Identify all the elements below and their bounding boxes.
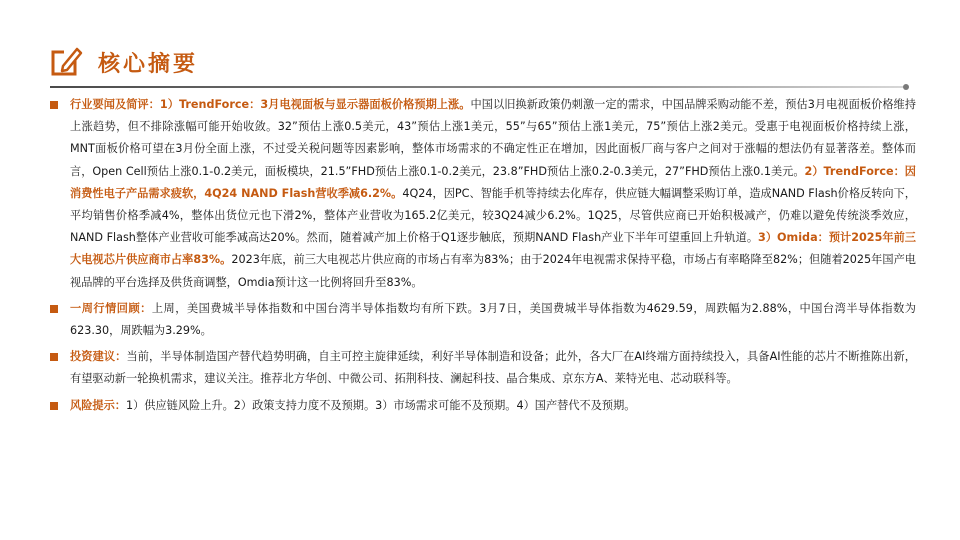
risk-warning-lead: 风险提示： [70, 398, 126, 412]
news-headline-3: 3）Omida：预计2025年前三大电视芯片供应商市占率83%。 [70, 231, 916, 267]
bullet-square-icon [50, 402, 58, 410]
investment-advice-item [48, 346, 916, 390]
news-text-1: 中国以旧换新政策仍刺激一定的需求，中国品牌采购动能不差，预估3月电视面板价格维持上涨趋势，但不排除涨幅可能开始收敛。32”预估上涨0.5美元，43”预估上涨1美元，55”与65”预估上涨1美元，75”预估上涨2美元。受惠于电视面板价格持续上涨，MNT面板价格可望在3月份全面上涨，不过受关税问题等因素影响，整体市场需求的不确定性正在增加，因此面板厂商与客户之间对于涨幅的想法仍有显著落差。整体而言，Open Cell预估上涨0.1-0.2美元，面板模块，21.5”FHD预估上涨0.1-0.2美元，23.8”FHD预估上涨0.2-0.3美元，27”FHD预估上涨0.1美元。 [70, 98, 916, 178]
summary-content [48, 94, 916, 417]
bullet-square-icon [50, 101, 58, 109]
risk-warning-item [48, 395, 916, 417]
news-headline-2: 2）TrendForce：因消费性电子产品需求疲软，4Q24 NAND Flash营收季减6.2%。 [70, 164, 916, 200]
news-headline-1: 1）TrendForce：3月电视面板与显示器面板价格预期上涨。 [159, 98, 471, 111]
industry-news-item [48, 94, 916, 294]
page-header [50, 42, 198, 82]
page-title: 核心摘要 [98, 51, 199, 77]
investment-advice-lead: 投资建议： [70, 350, 127, 364]
header-divider [50, 86, 908, 88]
industry-news-lead: 行业要闻及简评： [70, 98, 160, 111]
news-text-2: 4Q24，因PC、智能手机等持续去化库存，供应链大幅调整采购订单，造成NAND Flash价格反转向下，平均销售价格季减4%，整体出货位元也下滑2%，整体产业营收为165.2亿美元，较3Q24减少6.2%。1Q25，尽管供应商已开始积极减产，仍难以避免传统淡季效应，NAND Flash整体产业营收可能季减高达20%。然而，随着减产加上价格于Q1逐步触底，预期NAND Flash产业下半年可望重回上升轨道。 [70, 186, 916, 245]
weekly-review-text: 上周，美国费城半导体指数和中国台湾半导体指数均有所下跌。3月7日，美国费城半导体指数为4629.59，周跌幅为2.88%，中国台湾半导体指数为623.30，周跌幅为3.29%。 [70, 301, 916, 338]
weekly-review-item [48, 298, 916, 342]
investment-advice-text: 当前，半导体制造国产替代趋势明确，自主可控主旋律延续，利好半导体制造和设备；此外，各大厂在AI终端方面持续投入，具备AI性能的芯片不断推陈出新，有望驱动新一轮换机需求，建议关注。推荐北方华创、中微公司、拓荆科技、澜起科技、晶合集成、京东方A、莱特光电、芯动联科等。 [70, 350, 916, 386]
weekly-review-lead: 一周行情回顾： [70, 301, 152, 315]
bullet-square-icon [50, 305, 58, 313]
bullet-square-icon [50, 353, 58, 361]
risk-warning-text: 1）供应链风险上升。2）政策支持力度不及预期。3）市场需求可能不及预期。4）国产替代不及预期。 [125, 398, 636, 412]
divider-end-dot [903, 84, 909, 90]
news-text-3: 2023年底，前三大电视芯片供应商的市场占有率为83%；由于2024年电视需求保持平稳，市场占有率略降至82%；但随着2025年国产电视品牌的平台选择及供货商调整，Omdia预计这一比例将回升至83%。 [70, 253, 916, 289]
pencil-square-icon [50, 45, 84, 79]
